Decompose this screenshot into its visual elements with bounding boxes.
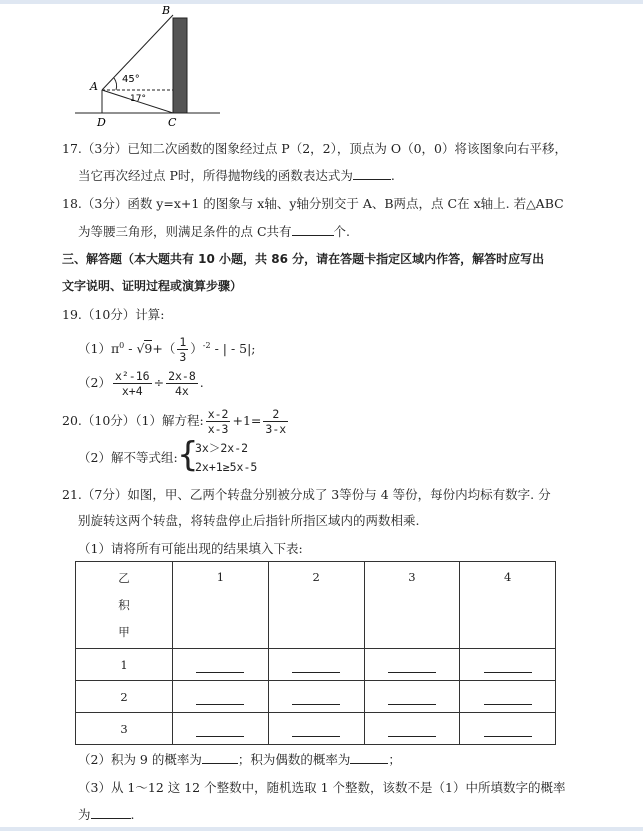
- section3-title-line2: 文字说明、证明过程或演算步骤）: [62, 279, 243, 293]
- sqrt-icon: √: [136, 341, 145, 357]
- q18-line1: 18.（3分）函数 y=x+1 的图象与 x轴、y轴分别交于 A、B两点，点 C在 x轴上. 若△ABC: [62, 196, 564, 211]
- q19-p2-num1: x²-16: [114, 369, 150, 383]
- answer-cell[interactable]: [173, 713, 269, 745]
- q19-minus: -: [124, 341, 137, 357]
- q19-rest: - | - 5|;: [210, 341, 256, 357]
- row-header-2: 2: [76, 681, 173, 713]
- q20-p1-label: 20.（10分）（1）解方程:: [62, 413, 204, 428]
- q20-part1: [62, 404, 290, 438]
- q20-mid: +1=: [232, 413, 262, 428]
- answer-cell[interactable]: [268, 649, 364, 681]
- q19-p1-label: （1）: [78, 341, 111, 357]
- angle-45-label: 45°: [122, 74, 140, 85]
- q19-plus: +（: [152, 341, 176, 357]
- col-header-1: 1: [173, 562, 269, 649]
- q21-line1: 21.（7分）如图，甲、乙两个转盘分别被分成了 3等份与 4 等份，每份内均标有数字. 分: [62, 487, 551, 502]
- q21-sub2-b: ；积为偶数的概率为: [237, 752, 351, 767]
- q21-sub3-c: .: [130, 807, 135, 822]
- label-c: C: [168, 116, 177, 129]
- label-d: D: [97, 116, 106, 129]
- col-header-3: 3: [364, 562, 460, 649]
- q19-sqrt-value: 9: [144, 341, 153, 357]
- q19-frac-num: 1: [179, 335, 187, 350]
- geometry-figure: [70, 0, 230, 130]
- q17-text: 当它再次经过点 P时，所得抛物线的函数表达式为: [78, 168, 353, 183]
- q21-blank-prob[interactable]: [91, 807, 131, 819]
- q21-sub2-a: （2）积为 9 的概率为: [78, 752, 202, 767]
- answer-cell[interactable]: [460, 681, 556, 713]
- table-header-row: [76, 562, 556, 649]
- q20-frac1: [206, 407, 231, 436]
- q21-sub3-line1: （3）从 1～12 这 12 个整数中，随机选取 1 个整数，该数不是（1）中所填数字的概率: [78, 780, 566, 795]
- q20-part2-label: （2）解不等式组:: [78, 450, 178, 465]
- angle-arc: [114, 78, 117, 90]
- brace-icon: {: [177, 435, 199, 475]
- q20-ineq1: 3x＞2x-2: [195, 441, 249, 455]
- q19-p2-frac1: [113, 369, 152, 398]
- q21-sub1: （1）请将所有可能出现的结果填入下表:: [78, 541, 303, 556]
- header-yi: 乙: [118, 570, 130, 585]
- table-row: [76, 681, 556, 713]
- table-corner-cell: [76, 562, 173, 649]
- q19-p2-frac2: [166, 369, 198, 398]
- q19-p2-den1: x+4: [121, 384, 143, 398]
- q19-pi-exp: 0: [119, 341, 125, 350]
- q17-answer-blank: [353, 168, 391, 180]
- window-bottom-border: [0, 827, 643, 831]
- q19-pi: π: [110, 341, 120, 357]
- q20-num2: 2: [263, 407, 288, 422]
- table-row: [76, 649, 556, 681]
- q20-ineq2: 2x+1≥5x-5: [195, 460, 258, 474]
- q19-close: ）: [190, 341, 203, 357]
- q21-sub2-c: ；: [388, 752, 401, 767]
- q20-num1: x-2: [207, 407, 229, 421]
- col-header-4: 4: [460, 562, 556, 649]
- q21-blank-prob9[interactable]: [202, 752, 238, 764]
- product-table: [75, 561, 556, 745]
- building: [173, 18, 187, 113]
- q19-frac-den: 3: [179, 350, 187, 365]
- q19-part2: [78, 366, 204, 400]
- row-header-3: 3: [76, 713, 173, 745]
- q18-answer-blank: [292, 224, 334, 236]
- q18-line2: [78, 222, 350, 240]
- col-header-2: 2: [268, 562, 364, 649]
- angle-17-label: 17°: [130, 94, 146, 104]
- answer-cell[interactable]: [460, 649, 556, 681]
- answer-cell[interactable]: [364, 649, 460, 681]
- section3-title-line1: 三、解答题（本大题共有 10 小题，共 86 分，请在答题卡指定区域内作答，解答时应写出: [62, 252, 545, 266]
- q21-sub3-line2: [78, 805, 135, 823]
- label-a: A: [90, 80, 98, 93]
- answer-cell[interactable]: [364, 713, 460, 745]
- q17-line2: 当它再次经过点 P时，所得抛物线的函数表达式为 .: [78, 168, 395, 183]
- q21-sub3-b: 为: [78, 807, 91, 822]
- division-icon: ÷: [153, 375, 165, 390]
- answer-cell[interactable]: [173, 649, 269, 681]
- answer-cell[interactable]: [268, 681, 364, 713]
- label-b: B: [162, 4, 171, 17]
- q17-line1: 17.（3分）已知二次函数的图象经过点 P（2，2），顶点为 O（0，0）将该图象向右平移，: [62, 141, 568, 156]
- q20-frac2: [263, 407, 288, 436]
- answer-cell[interactable]: [364, 681, 460, 713]
- q18-text-a: 为等腰三角形，则满足条件的点 C共有: [78, 224, 292, 239]
- q19-p2-label: （2）: [78, 375, 111, 390]
- q21-line2: 别旋转这两个转盘，将转盘停止后指针所指区域内的两数相乘.: [78, 513, 420, 528]
- header-ji: 积: [118, 597, 130, 612]
- answer-cell[interactable]: [173, 681, 269, 713]
- q19-p2-num2: 2x-8: [168, 369, 196, 383]
- answer-cell[interactable]: [460, 713, 556, 745]
- q19-exp: -2: [202, 341, 211, 350]
- q19-head: 19.（10分）计算:: [62, 307, 165, 322]
- row-header-1: 1: [76, 649, 173, 681]
- q20-den1: x-3: [207, 422, 229, 436]
- q19-p2-end: .: [199, 375, 204, 390]
- q19-fraction: [177, 335, 188, 364]
- header-jia: 甲: [118, 624, 130, 639]
- table-row: [76, 713, 556, 745]
- q18-text-b: 个.: [333, 224, 351, 239]
- answer-cell[interactable]: [268, 713, 364, 745]
- q19-part1: [78, 329, 256, 363]
- q19-p2-den2: 4x: [174, 384, 189, 398]
- q21-sub2: [78, 750, 401, 768]
- q20-den2: 3-x: [265, 422, 287, 436]
- q21-blank-even[interactable]: [350, 752, 388, 764]
